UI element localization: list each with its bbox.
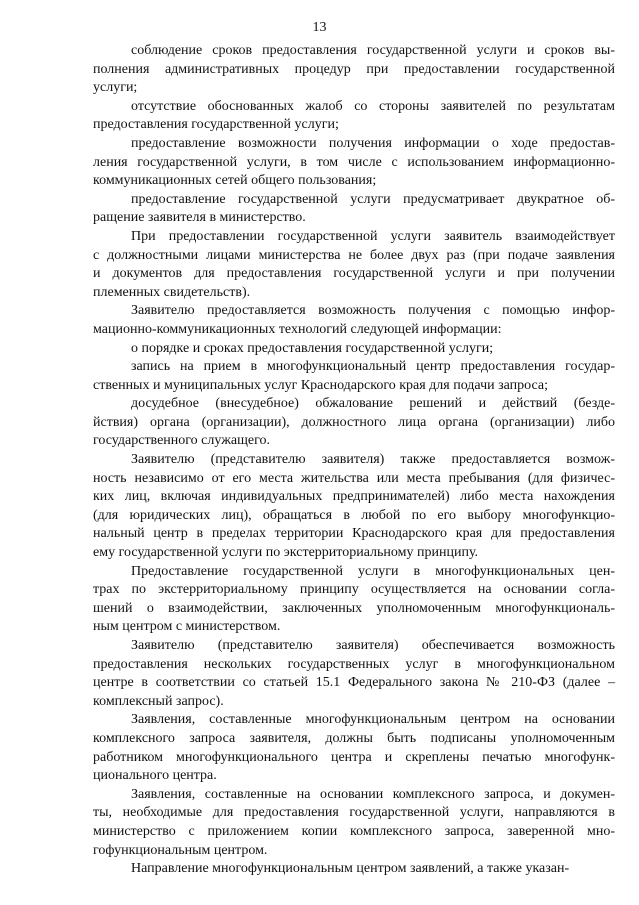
paragraph — [93, 786, 615, 860]
text-line: услуги; — [93, 80, 138, 96]
paragraph — [93, 637, 615, 711]
text-line: и документов для предоставления государственной услуги и при получении — [93, 266, 615, 282]
text-line: ственных и муниципальных услуг Краснодарского края для подачи запроса; — [93, 377, 549, 393]
text-line: ность независимо от его места жительства или места пребывания (для физичес- — [93, 470, 615, 486]
paragraph — [93, 395, 615, 451]
text-line: Заявителю предоставляется возможность получения с помощью инфор- — [131, 303, 615, 319]
paragraph — [93, 860, 615, 879]
text-line: (для юридических лиц), обращаться в любой по его выбору многофункцио- — [93, 507, 615, 523]
page-number: 13 — [312, 20, 327, 35]
text-line: запись на прием в многофункциональный центр предоставления государ- — [131, 359, 615, 375]
text-line: коммуникационных сетей общего пользования; — [93, 173, 377, 189]
text-line: досудебное (внесудебное) обжалование решений и действий (безде- — [131, 396, 615, 412]
document-body — [93, 42, 615, 879]
text-line: с должностными лицами министерства не более двух раз (при подаче заявления — [93, 247, 615, 263]
text-line: предоставление возможности получения информации о ходе предостав- — [131, 135, 615, 151]
paragraph — [93, 42, 615, 98]
text-line: Заявления, составленные многофункциональным центром на основании — [131, 712, 615, 728]
text-line: При предоставлении государственной услуги заявитель взаимодействует — [131, 228, 615, 244]
text-line: трах по экстерриториальному принципу осуществляется на основании согла- — [93, 582, 615, 598]
text-line: комплексного запроса заявителя, должны быть подписаны уполномоченным — [93, 730, 615, 746]
text-line: предоставление государственной услуги предусматривает двукратное об- — [131, 191, 615, 207]
paragraph — [93, 358, 615, 395]
text-line: Заявителю (представителю заявителя) обеспечивается возможность — [131, 638, 615, 653]
text-line: ращение заявителя в министерство. — [93, 210, 306, 226]
text-line: племенных свидетельств). — [93, 284, 251, 300]
text-line: полнения административных процедур при предоставлении государственной — [93, 61, 615, 77]
text-line: предоставления государственной услуги; — [93, 117, 339, 133]
text-line: государственного служащего. — [93, 433, 270, 449]
paragraph — [93, 451, 615, 563]
text-line: Заявления, составленные на основании комплексного запроса, и докумен- — [131, 786, 615, 802]
paragraph — [93, 98, 615, 135]
text-line: ему государственной услуги по экстерриториальному принципу. — [93, 545, 479, 561]
text-line: работником многофункционального центра и скреплены печатью многофунк- — [93, 749, 615, 765]
text-line: Заявителю (представителю заявителя) также предоставляется возмож- — [131, 452, 615, 468]
text-line: ления государственной услуги, в том числе с использованием информационно- — [93, 154, 615, 170]
text-line: ционального центра. — [93, 768, 217, 784]
text-line: йствия) органа (организации), должностного лица органа (организации) либо — [93, 414, 615, 430]
paragraph — [93, 302, 615, 339]
text-line: комплексный запрос). — [93, 693, 224, 709]
paragraph — [93, 135, 615, 191]
text-line: министерство с приложением копии комплексного запроса, заверенной мно- — [93, 823, 615, 839]
text-line: соблюдение сроков предоставления государственной услуги и сроков вы- — [131, 43, 615, 58]
text-line: о порядке и сроках предоставления государственной услуги; — [131, 340, 494, 356]
text-line: отсутствие обоснованных жалоб со стороны заявителей по результатам — [131, 98, 615, 114]
text-line: ких лиц, включая индивидуальных предпринимателей) либо места нахождения — [93, 489, 615, 505]
text-line: центре в соответствии со статьей 15.1 Федерального закона № 210-ФЗ (далее – — [93, 675, 615, 691]
text-line: Направление многофункциональным центром заявлений, а также указан- — [131, 861, 570, 877]
paragraph — [93, 563, 615, 637]
text-line: предоставления нескольких государственных услуг в многофункциональном — [93, 656, 615, 672]
text-line: гофункциональным центром. — [93, 842, 268, 858]
paragraph — [93, 228, 615, 302]
text-line: ты, необходимые для предоставления государственной услуги, направляются в — [93, 805, 615, 821]
text-line: шений о взаимодействии, заключенных уполномоченным многофункциональ- — [93, 600, 615, 616]
paragraph — [93, 711, 615, 785]
paragraph — [93, 191, 615, 228]
paragraph — [93, 340, 615, 359]
text-line: Предоставление государственной услуги в многофункциональных цен- — [131, 563, 615, 579]
text-line: нальный центр в пределах территории Краснодарского края для предоставления — [93, 526, 615, 542]
text-line: мационно-коммуникационных технологий следующей информации: — [93, 321, 502, 337]
text-line: ным центром с министерством. — [93, 619, 281, 635]
